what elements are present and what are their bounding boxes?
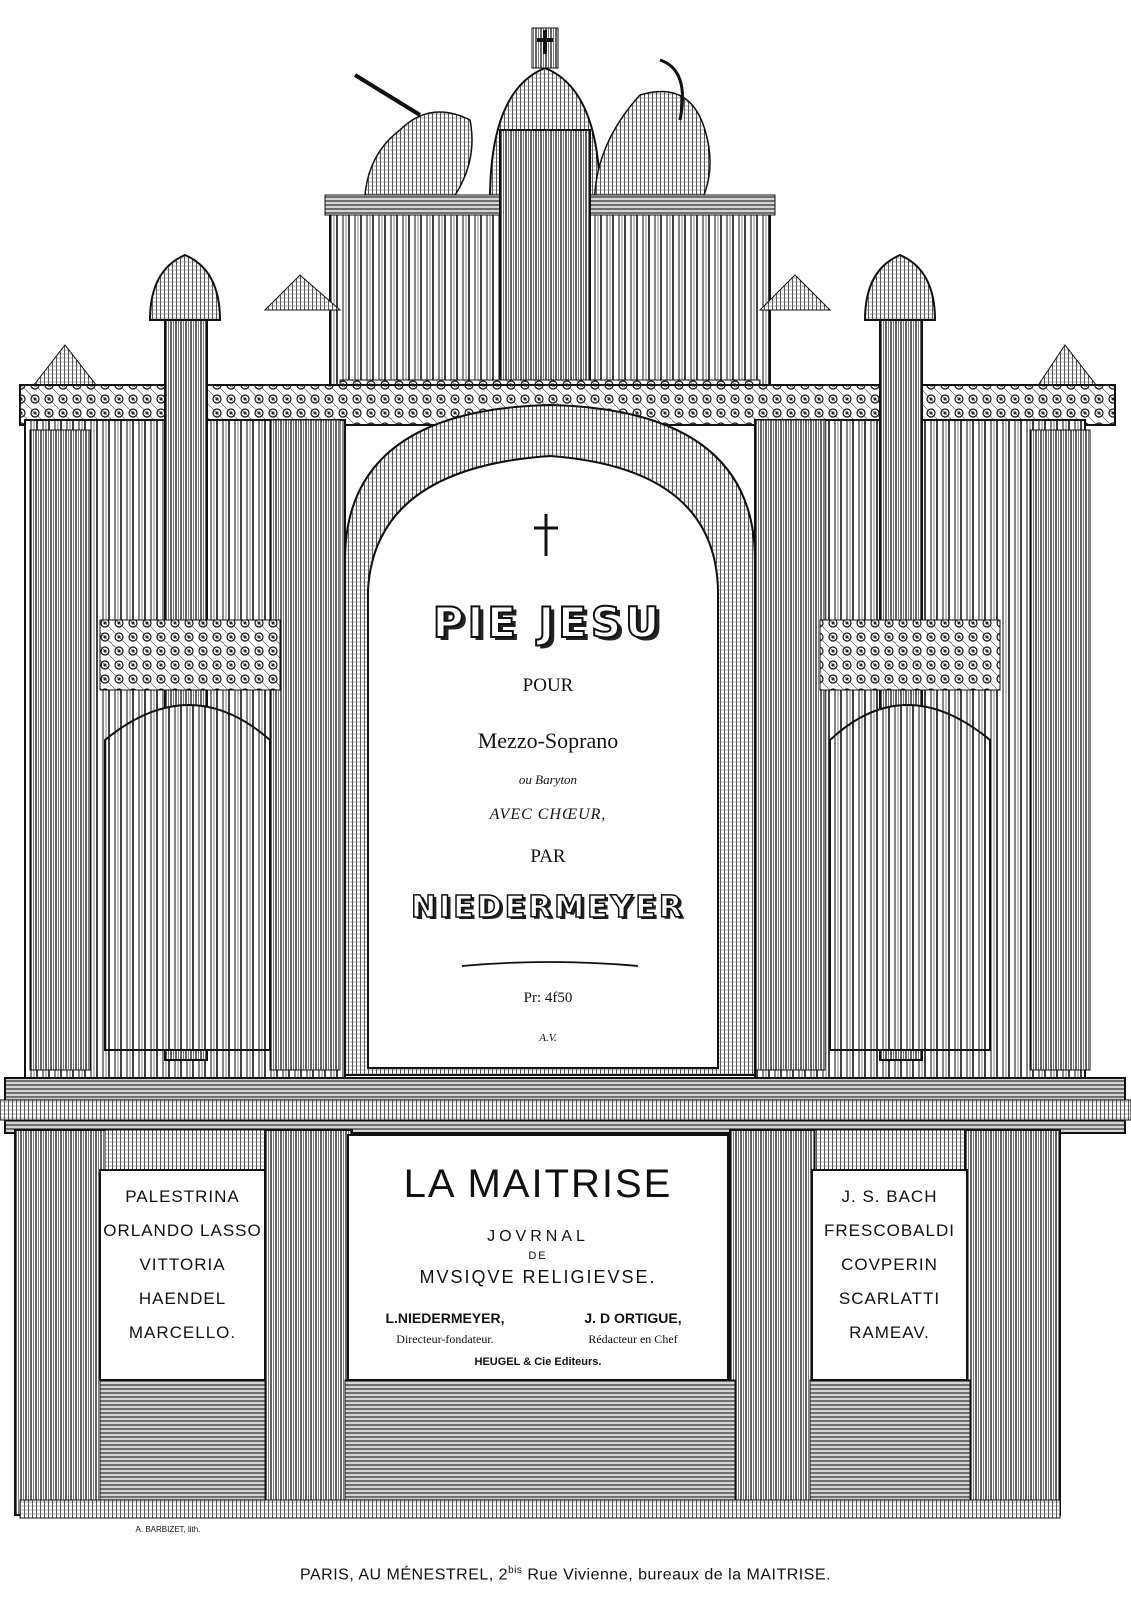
- alt-voice-label: ou Baryton: [518, 772, 578, 787]
- right-composer-list: [813, 1180, 966, 1350]
- list-item: PALESTRINA: [125, 1187, 240, 1206]
- journal-line-4: MVSIQVE RELIGIEVSE.: [419, 1267, 657, 1287]
- publisher-address: [0, 1565, 1131, 1584]
- editor-role: Rédacteur en Chef: [588, 1332, 678, 1346]
- par-label: PAR: [530, 846, 566, 867]
- publisher: HEUGEL & Cie Editeurs.: [474, 1356, 602, 1368]
- address-part-1: PARIS, AU MÉNESTREL, 2: [299, 1566, 509, 1584]
- list-item: MARCELLO.: [128, 1323, 237, 1342]
- price: Pr: 4f50: [523, 990, 573, 1006]
- editor-name: J. D ORTIGUE,: [584, 1310, 682, 1326]
- journal-name: LA MAITRISE: [403, 1162, 673, 1206]
- pour-label: POUR: [522, 675, 574, 696]
- lithographer-credit: A. BARBIZET, lith.: [135, 1525, 201, 1534]
- list-item: SCARLATTI: [838, 1289, 941, 1308]
- title-arch-panel: [368, 456, 718, 1068]
- list-item: RAMEAV.: [849, 1323, 930, 1342]
- list-item: HAENDEL: [138, 1289, 227, 1308]
- left-organ-case: [25, 320, 345, 1080]
- title: PIE JESU: [432, 598, 664, 647]
- left-composer-list: [102, 1180, 263, 1350]
- composer-name: NIEDERMEYER: [411, 890, 685, 925]
- journal-line-3: DE: [528, 1250, 548, 1262]
- journal-line-2: JOVRNAL: [487, 1228, 589, 1245]
- address-part-2: Rue Vivienne, bureaux de la MAITRISE.: [522, 1566, 832, 1584]
- founder-name: L.NIEDERMEYER,: [385, 1310, 505, 1326]
- list-item: FRESCOBALDI: [824, 1221, 955, 1240]
- plate-mark: A.V.: [539, 1032, 557, 1044]
- list-item: COVPERIN: [841, 1255, 938, 1274]
- founder-role: Directeur-fondateur.: [396, 1332, 494, 1346]
- choir-label: AVEC CHŒUR,: [489, 806, 607, 823]
- list-item: ORLANDO LASSO: [103, 1221, 262, 1240]
- voice-label: Mezzo-Soprano: [477, 728, 619, 753]
- right-organ-case: [755, 320, 1090, 1080]
- list-item: VITTORIA: [139, 1255, 226, 1274]
- list-item: J. S. BACH: [841, 1187, 938, 1206]
- address-superscript: bis: [508, 1565, 523, 1576]
